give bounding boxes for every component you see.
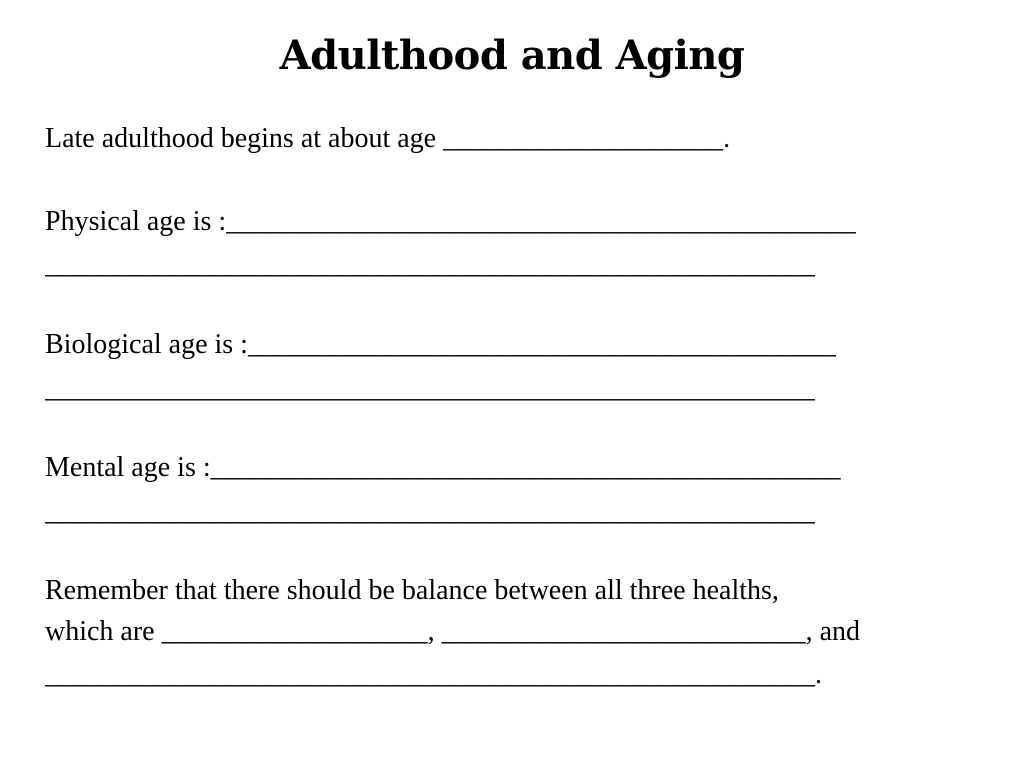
final-answer-line: _______________________________________________________. — [45, 659, 822, 690]
balance-statement: Remember that there should be balance between all three healths, — [45, 575, 779, 606]
page-title: Adulthood and Aging — [279, 32, 745, 79]
three-healths-blanks: which are ___________________, __________________________, and — [45, 616, 861, 647]
late-adulthood-prompt: Late adulthood begins at about age ____________________. — [45, 123, 731, 154]
physical-age-prompt: Physical age is :_____________________________________________ — [45, 206, 857, 237]
mental-age-prompt: Mental age is :_____________________________________________ — [45, 452, 841, 483]
biological-age-prompt: Biological age is :__________________________________________ — [45, 329, 836, 360]
physical-age-answer-line: _______________________________________________________ — [45, 249, 815, 280]
biological-age-answer-line: _______________________________________________________ — [45, 373, 815, 404]
mental-age-answer-line: _______________________________________________________ — [45, 496, 815, 527]
